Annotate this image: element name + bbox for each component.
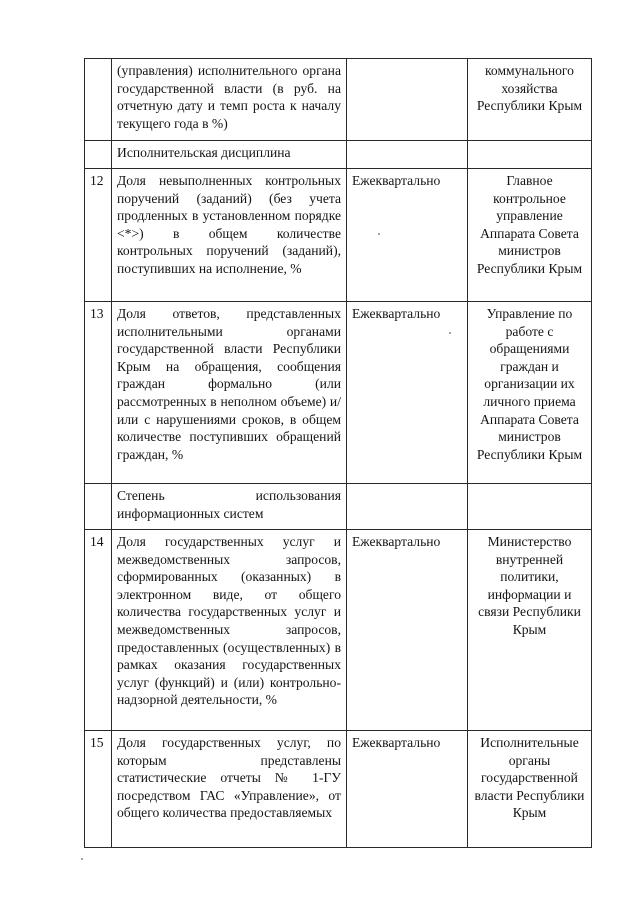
responsible-cell: Исполнительные органы государственной власти Республики Крым: [468, 731, 592, 848]
indicator-cell: Доля невыполненных контрольных поручений (заданий) (без учета продленных в установленном порядке <*>) в общем количестве контрольных поручений (заданий), поступивших на исполнение, %: [112, 169, 347, 302]
responsible-cell: [468, 484, 592, 530]
section-heading: Исполнительская дисциплина: [112, 141, 347, 169]
periodicity-cell: Ежеквартально: [347, 302, 468, 484]
periodicity-cell: [347, 59, 468, 141]
row-number: 13: [85, 302, 112, 484]
periodicity-cell: Ежеквартально: [347, 530, 468, 731]
indicator-cell: (управления) исполнительного органа государственной власти (в руб. на отчетную дату и темп роста к началу текущего года в %): [112, 59, 347, 141]
row-number: [85, 141, 112, 169]
table-row: [85, 302, 592, 484]
row-number: [85, 484, 112, 530]
scan-speck: [449, 332, 451, 334]
table-row: [85, 59, 592, 141]
indicator-cell: Доля ответов, представленных исполнительными органами государственной власти Республики Крым на обращения, сообщения граждан формально (или рассмотренных в неполном объеме) и/или с нарушениями сроков, в общем количестве поступивших обращений граждан, %: [112, 302, 347, 484]
periodicity-cell: [347, 484, 468, 530]
table-row: [85, 731, 592, 848]
scan-speck: [81, 858, 83, 860]
table-row: [85, 169, 592, 302]
section-heading: Степень использования информационных систем: [112, 484, 347, 530]
responsible-cell: Министерство внутренней политики, информации и связи Республики Крым: [468, 530, 592, 731]
scan-speck: [378, 233, 380, 235]
indicators-table: [84, 58, 592, 848]
periodicity-cell: [347, 141, 468, 169]
table-row: [85, 530, 592, 731]
responsible-cell: [468, 141, 592, 169]
row-number: 15: [85, 731, 112, 848]
responsible-cell: Главное контрольное управление Аппарата Совета министров Республики Крым: [468, 169, 592, 302]
periodicity-cell: Ежеквартально: [347, 169, 468, 302]
table-row: [85, 141, 592, 169]
row-number: 12: [85, 169, 112, 302]
responsible-cell: коммунального хозяйства Республики Крым: [468, 59, 592, 141]
row-number: 14: [85, 530, 112, 731]
indicator-cell: Доля государственных услуг, по которым представлены статистические отчеты № 1-ГУ посредством ГАС «Управление», от общего количества предоставляемых: [112, 731, 347, 848]
row-number: [85, 59, 112, 141]
responsible-cell: Управление по работе с обращениями граждан и организации их личного приема Аппарата Совета министров Республики Крым: [468, 302, 592, 484]
indicator-cell: Доля государственных услуг и межведомственных запросов, сформированных (оказанных) в электронном виде, от общего количества государственных услуг и межведомственных запросов, предоставленных (осуществленных) в рамках оказания государственных услуг (функций) и (или) контрольно-надзорной деятельности, %: [112, 530, 347, 731]
table-row: [85, 484, 592, 530]
periodicity-cell: Ежеквартально: [347, 731, 468, 848]
